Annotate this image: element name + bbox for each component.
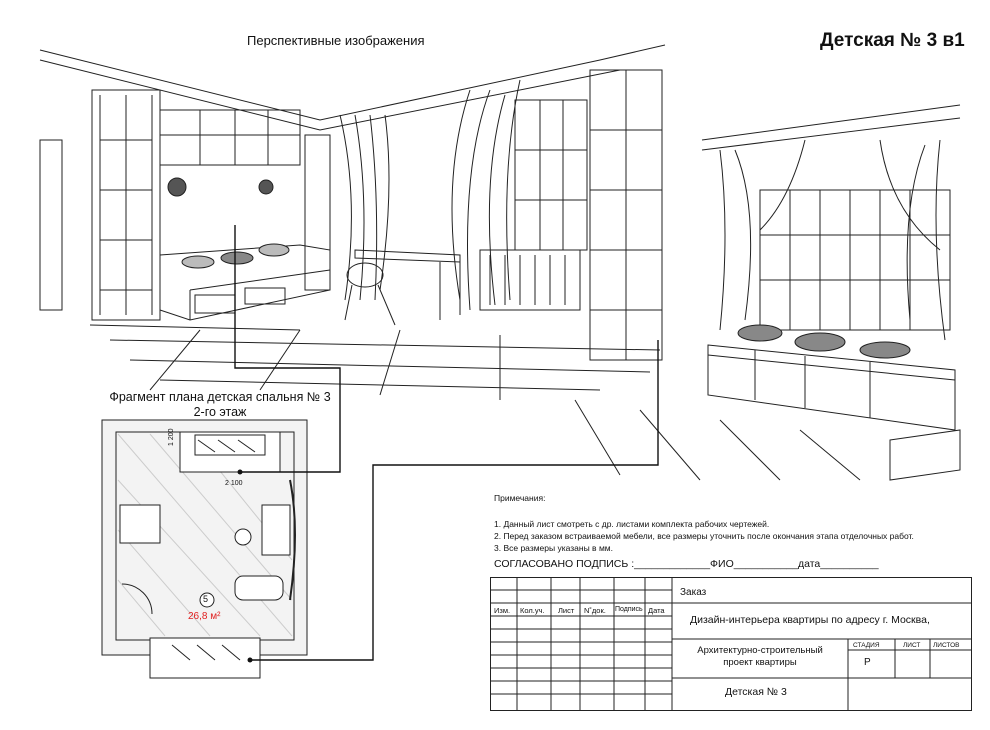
col-dok: N˚док. [584, 606, 606, 615]
notes-heading: Примечания: [494, 493, 546, 503]
note-item-1: 1. Данный лист смотреть с др. листами комплекта рабочих чертежей. [494, 519, 770, 529]
perspective-room-left [40, 45, 665, 400]
note-item-2: 2. Перед заказом встраиваемой мебели, все размеры уточнить после окончания этапа отделочных работ. [494, 531, 914, 541]
approval-line: СОГЛАСОВАНО ПОДПИСЬ :_____________ФИО___________дата__________ [494, 558, 879, 570]
sheet-subtitle: Перспективные изображения [247, 33, 425, 48]
sheet-title: Детская № 3 в1 [820, 30, 965, 51]
plan-label-line1: Фрагмент плана детская спальня № 3 [109, 390, 331, 404]
col-izm: Изм. [494, 606, 511, 615]
plan-label [95, 390, 345, 420]
col-data: Дата [648, 606, 665, 615]
note-item-3: 3. Все размеры указаны в мм. [494, 543, 613, 553]
sheet-header: ЛИСТ [903, 642, 921, 649]
col-podpis: Подпись [615, 606, 643, 613]
plan-room-number: 5 [203, 594, 209, 604]
notes-block [494, 492, 914, 554]
leader-end-dot [238, 470, 243, 475]
sheets-header: ЛИСТОВ [933, 642, 960, 649]
project-name: Дизайн-интерьера квартиры по адресу г. Москва, [690, 614, 930, 626]
section-name [680, 645, 840, 669]
drawing-name: Детская № 3 [725, 686, 787, 698]
stage-value: Р [864, 657, 871, 668]
col-list: Лист [558, 606, 575, 615]
perspective-window-seat [575, 105, 960, 480]
plan-dim-vertical: 1 200 [168, 428, 175, 446]
col-kol-uch: Кол.уч. [520, 606, 545, 615]
plan-area: 26,8 м² [188, 611, 221, 622]
leader-end-dot [248, 658, 253, 663]
plan-dim-horizontal: 2 100 [225, 480, 243, 487]
plan-label-line2: 2-го этаж [193, 405, 247, 419]
order-label: Заказ [680, 587, 707, 598]
section-line1: Архитектурно-строительный [697, 645, 823, 656]
floor-plan [102, 420, 307, 678]
stage-header: СТАДИЯ [853, 642, 880, 649]
section-line2: проект квартиры [723, 657, 797, 668]
